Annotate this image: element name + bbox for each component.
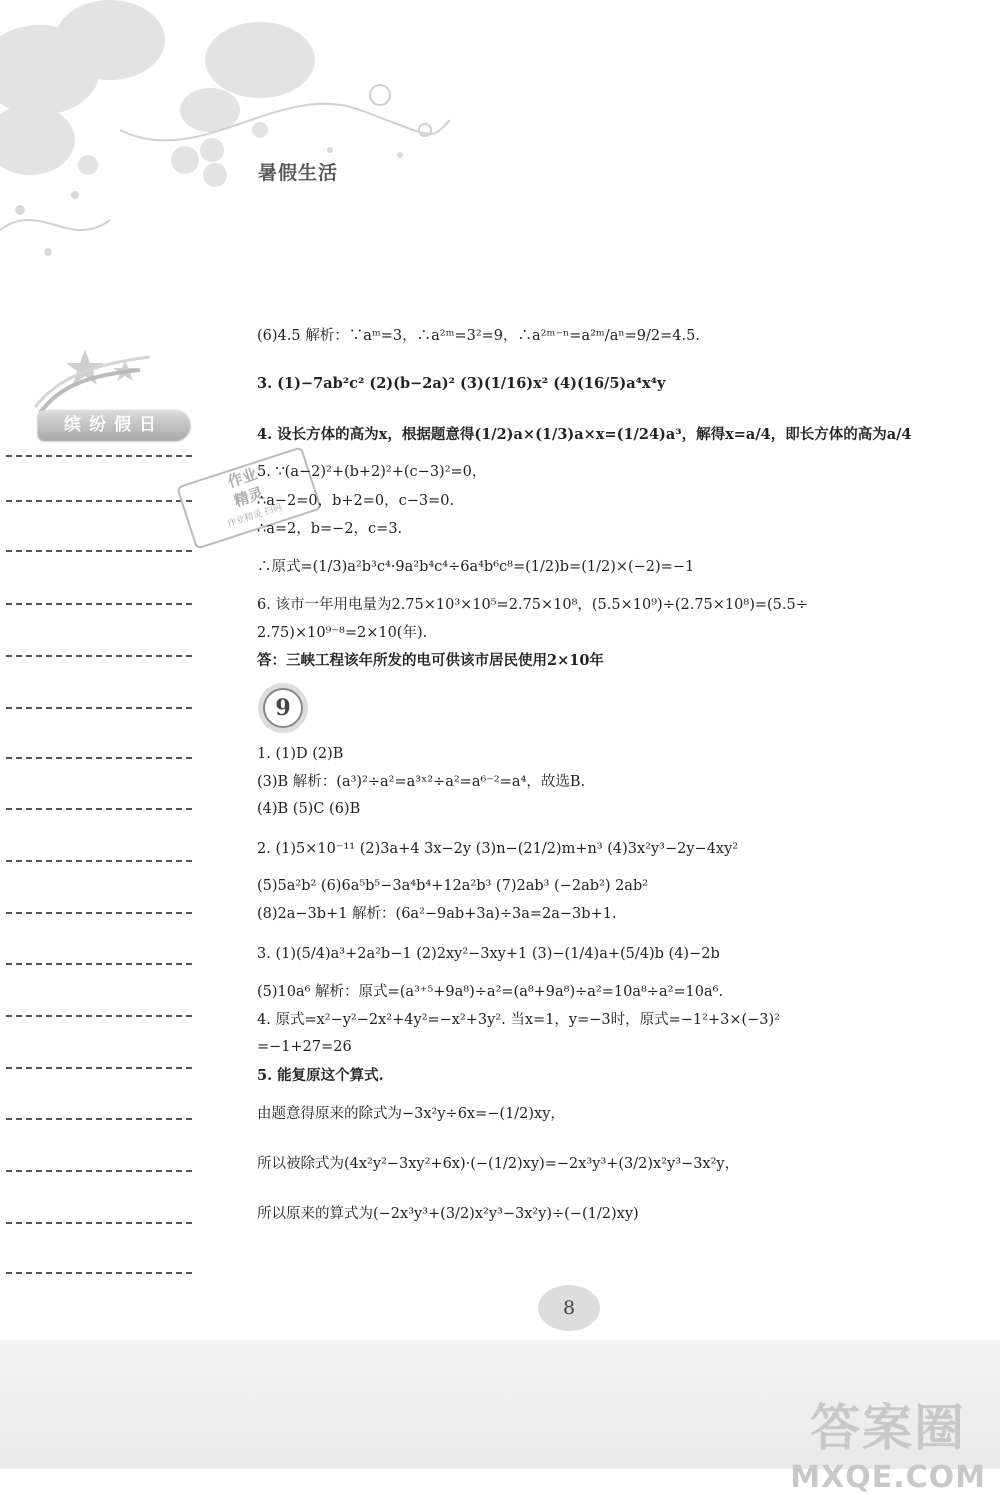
- answer-line: (5)10a⁶ 解析：原式=(a³⁺⁵+9a⁸)÷a²=(a⁸+9a⁸)÷a²=10a⁸÷a²=10a⁶.: [257, 984, 724, 1000]
- note-line: [6, 1170, 192, 1172]
- answer-line: 所以原来的算式为(−2x³y³+(3/2)x²y³−3x²y)÷(−(1/2)xy): [257, 1206, 639, 1222]
- answer-line: 1. (1)D (2)B: [257, 746, 344, 762]
- note-line: [6, 500, 192, 502]
- note-line: [6, 757, 192, 759]
- flower-decoration: [0, 0, 460, 270]
- answer-line: 4. 原式=x²−y²−2x²+4y²=−x²+3y². 当x=1，y=−3时，原式=−1²+3×(−3)²: [257, 1012, 780, 1028]
- note-line: [6, 860, 192, 862]
- note-line: [6, 603, 192, 605]
- note-line: [6, 912, 192, 914]
- star-decoration-icon: [30, 345, 160, 415]
- answer-line: 4. 设长方体的高为x，根据题意得(1/2)a×(1/3)a×x=(1/24)a³，解得x=a/4，即长方体的高为a/4: [257, 426, 912, 443]
- answer-line: 5. 能复原这个算式.: [257, 1067, 384, 1084]
- note-line: [6, 808, 192, 810]
- answer-line: (3)B 解析：(a³)²÷a²=a³ˣ²÷a²=a⁶⁻²=a⁴，故选B.: [257, 774, 586, 790]
- answer-line: ∴原式=(1/3)a²b³c⁴·9a²b⁴c⁴÷6a⁴b⁶c⁸=(1/2)b=(1/2)×(−2)=−1: [257, 559, 695, 575]
- note-line: [6, 1015, 192, 1017]
- note-line: [6, 1272, 192, 1274]
- answer-line: (4)B (5)C (6)B: [257, 801, 361, 817]
- answer-line: (5)5a²b² (6)6a⁵b⁵−3a⁴b⁴+12a²b³ (7)2ab³ (−2ab²) 2ab²: [257, 878, 649, 894]
- section-badge: 缤纷假日: [38, 410, 190, 440]
- note-line: [6, 550, 192, 552]
- section-number-badge: 9: [258, 683, 308, 733]
- answer-line: (6)4.5 解析：∵aᵐ=3，∴a²ᵐ=3²=9，∴a²ᵐ⁻ⁿ=a²ᵐ/aⁿ=9/2=4.5.: [257, 328, 700, 344]
- answer-line: 由题意得原来的除式为−3x²y÷6x=−(1/2)xy，: [257, 1106, 565, 1122]
- answer-line: 答：三峡工程该年所发的电可供该市居民使用2×10年: [257, 652, 604, 669]
- answer-line: =−1+27=26: [257, 1039, 352, 1055]
- note-line: [6, 707, 192, 709]
- answer-line: (8)2a−3b+1 解析：(6a²−9ab+3a)÷3a=2a−3b+1.: [257, 906, 617, 922]
- note-line: [6, 963, 192, 965]
- answer-line: 3. (1)(5/4)a³+2a²b−1 (2)2xy²−3xy+1 (3)−(1/4)a+(5/4)b (4)−2b: [257, 946, 720, 962]
- answer-line: 5. ∵(a−2)²+(b+2)²+(c−3)²=0，: [257, 464, 487, 480]
- note-line: [6, 1118, 192, 1120]
- page-number: 8: [538, 1285, 600, 1331]
- note-line: [6, 1222, 192, 1224]
- answer-line: 3. (1)−7ab²c² (2)(b−2a)² (3)(1/16)x² (4)(16/5)a⁴x⁴y: [257, 375, 666, 392]
- page-header-title: 暑假生活: [258, 162, 339, 184]
- answer-line: 所以被除式为(4x²y²−3xy²+6x)·(−(1/2)xy)=−2x³y³+(3/2)x²y³−3x²y，: [257, 1156, 740, 1172]
- note-line: [6, 1067, 192, 1069]
- answer-line: ∴a−2=0，b+2=0，c−3=0.: [257, 493, 455, 509]
- answer-line: ∴a=2，b=−2，c=3.: [257, 521, 403, 537]
- stamp-watermark: 作业 精灵 作业精灵 扫码: [176, 446, 322, 550]
- note-line: [6, 455, 192, 457]
- site-watermark: 答案圈 MXQE.COM: [790, 1399, 986, 1495]
- answer-line: 2.75)×10⁹⁻⁸=2×10(年).: [257, 625, 428, 641]
- note-line: [6, 655, 192, 657]
- answer-line: 2. (1)5×10⁻¹¹ (2)3a+4 3x−2y (3)n−(21/2)m+n³ (4)3x²y³−2y−4xy²: [257, 841, 739, 857]
- answer-line: 6. 该市一年用电量为2.75×10³×10⁵=2.75×10⁸，(5.5×10⁹)÷(2.75×10⁸)=(5.5÷: [257, 597, 808, 613]
